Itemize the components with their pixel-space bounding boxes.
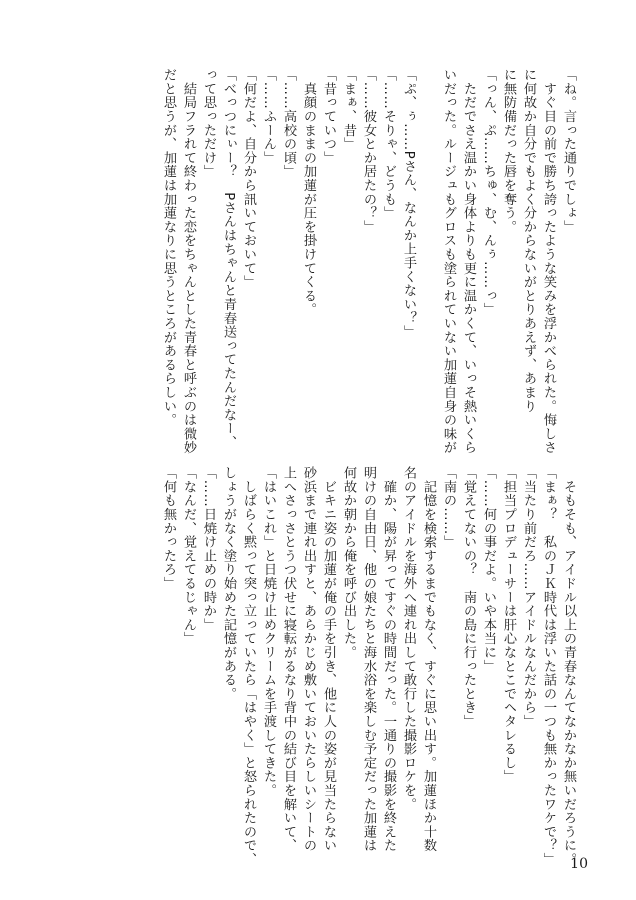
text-line: 何故か朝から俺を呼び出した。	[341, 466, 356, 660]
text-line: 結局フラれて終わった恋をちゃんとした青春と呼ぶのは微妙	[181, 68, 196, 455]
page-number: 10	[570, 856, 588, 872]
text-line: 「担当プロデューサーは肝心なとこでヘタレるし」	[501, 466, 516, 784]
text-line: 「何だよ、自分から訊いておいて」	[241, 68, 256, 289]
text-line	[418, 68, 438, 438]
text-line: 「……ふーん」	[261, 68, 276, 165]
text-line: 「……彼女とか居たの？」	[361, 68, 376, 234]
text-line: そもそも、アイドル以上の青春なんてなかなか無いだろうに。	[561, 466, 576, 867]
text-line: 「ぷ、ぅ……Pさん、なんか上手くない？」	[401, 68, 416, 339]
text-line: 「はいこれ」と日焼け止めクリームを手渡してきた。	[261, 466, 276, 798]
text-line: に無防備だった唇を奪う。	[501, 68, 516, 234]
text-line: ビキニ姿の加蓮が俺の手を引き、他に人の姿が見当たらない	[321, 466, 336, 853]
text-line: 「まぁ？ 私のＪＫ時代は浮いた話の一つも無かったワケで？」	[541, 466, 556, 867]
text-line: 「ね。言った通りでしょ」	[561, 68, 576, 234]
text-line: 「何も無かったろ」	[161, 466, 176, 591]
text-line: 上へさっさとうつ伏せに寝転がるなり背中の結び目を解いて、	[281, 466, 296, 853]
text-line: すぐ目の前で勝ち誇ったような笑みを浮かべられた。悔しさ	[541, 68, 556, 455]
text-line: しばらく黙って突っ立っていたら「はやく」と怒られたので、	[241, 466, 256, 867]
text-line: 「……そりゃ、どうも」	[381, 68, 396, 220]
text-line: 「当たり前だろ……アイドルなんだから」	[521, 466, 536, 729]
text-line: に何故か自分でもよく分からないがとりあえず、あまり	[521, 68, 536, 413]
text-line: しょうがなく塗り始めた記憶がある。	[221, 466, 236, 701]
text-line: 「覚えてないの？ 南の島に行ったとき」	[461, 466, 476, 729]
bottom-text-block	[158, 466, 578, 867]
top-text-block	[158, 68, 578, 455]
text-line: 「……日焼け止めの時か」	[201, 466, 216, 632]
text-line: って思っただけ」	[201, 68, 216, 179]
text-line: 記憶を検索するまでもなく、すぐに思い出す。加蓮ほか十数	[421, 466, 436, 853]
text-line: 「南の……」	[441, 466, 456, 549]
text-line: 真顔のままの加蓮が圧を掛けてくる。	[301, 68, 316, 317]
text-line: 「べっつにぃー？ Pさんはちゃんと青春送ってたんだなー、	[221, 68, 236, 450]
text-line: だと思うが、加蓮は加蓮なりに思うところがあるらしい。	[161, 68, 176, 427]
text-line: 名のアイドルを海外へ連れ出して敢行した撮影ロケを。	[401, 466, 416, 811]
text-line: 明けの自由日、他の娘たちと海水浴を楽しむ予定だった加蓮は	[361, 466, 376, 853]
text-line: 確か、陽が昇ってすぐの時間だった。一通りの撮影を終えた	[381, 466, 396, 853]
text-line: 「まぁ、昔」	[341, 68, 356, 151]
text-line: 「……何の事だよ。いや本当に」	[481, 466, 496, 673]
text-line: 「なんだ、覚えてるじゃん」	[181, 466, 196, 646]
text-line: いだった。ルージュもグロスも塗られていない加蓮自身の味が	[441, 68, 456, 455]
text-line: ただでさえ温かい身体よりも更に温かくて、いっそ熱いくら	[461, 68, 476, 455]
text-line: 「昔っていつ」	[321, 68, 336, 165]
text-line: 「……高校の頃」	[281, 68, 296, 179]
text-line: 「っん、ぷ……ちゅ、む、んぅ……っ」	[481, 68, 496, 317]
text-line: 砂浜まで連れ出すと、あらかじめ敷いておいたらしいシートの	[301, 466, 316, 853]
